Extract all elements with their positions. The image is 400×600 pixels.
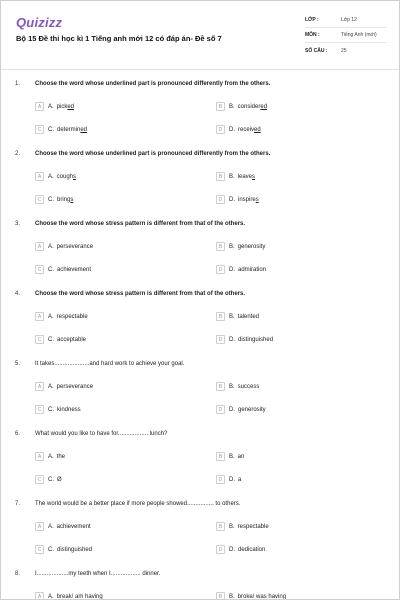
option-text (57, 384, 93, 390)
quizizz-logo: Quizizz (16, 15, 63, 30)
option-letter-box[interactable]: D (216, 475, 225, 484)
option-text (238, 267, 266, 273)
meta-row-class (305, 13, 387, 28)
option-text-main: success (237, 383, 260, 390)
option-letter-box[interactable]: A (35, 172, 44, 181)
option-text-main: consider (237, 103, 261, 110)
option-letter-box[interactable]: C (35, 405, 44, 414)
meta-row-subject (305, 28, 387, 43)
question-text: Choose the word whose underlined part is pronounced differently from the others. (35, 151, 271, 157)
question-text: I...................my teeth when I.................. dinner. (35, 571, 161, 577)
option-letter: D. (229, 406, 235, 413)
answer-option-b[interactable] (216, 101, 267, 112)
answer-option-b[interactable] (216, 311, 259, 322)
option-text-main: the (56, 453, 66, 460)
option-text (238, 337, 273, 343)
option-letter: D. (229, 336, 235, 343)
option-text (238, 524, 269, 530)
option-letter-box[interactable]: D (216, 125, 225, 134)
question-number: 1. (15, 81, 21, 87)
option-letter: A. (48, 243, 54, 250)
question-text: Choose the word whose stress pattern is different from that of the others. (35, 221, 246, 227)
option-letter-box[interactable]: C (35, 195, 44, 204)
option-letter: B. (229, 243, 235, 250)
question-text: Choose the word whose stress pattern is different from that of the others. (35, 291, 246, 297)
option-text-main: respectable (56, 313, 88, 320)
option-letter: C. (48, 336, 54, 343)
option-letter: C. (48, 546, 54, 553)
question-item (1, 361, 400, 431)
option-underlined-part: ed (260, 103, 268, 110)
option-letter: A. (48, 523, 54, 530)
option-text-main: Ø (57, 476, 62, 483)
answer-option-c[interactable] (35, 334, 86, 345)
option-text (57, 244, 93, 250)
option-text-main: receiv (238, 126, 255, 133)
option-letter-box[interactable]: B (216, 312, 225, 321)
option-letter-box[interactable]: B (216, 592, 225, 600)
option-text-main: break/ am having (56, 593, 103, 600)
answer-option-b[interactable] (216, 171, 255, 182)
answer-option-c[interactable] (35, 544, 92, 555)
option-underlined-part: ed (67, 103, 75, 110)
answer-option-b[interactable] (216, 241, 265, 252)
option-letter: B. (229, 103, 235, 110)
option-text-main: broke/ was having (237, 593, 287, 600)
option-letter-box[interactable]: B (216, 452, 225, 461)
option-letter: D. (229, 196, 235, 203)
option-letter-box[interactable]: B (216, 522, 225, 531)
option-text-main: determin (57, 126, 81, 133)
answer-option-b[interactable] (216, 591, 286, 600)
option-letter-box[interactable]: C (35, 545, 44, 554)
answer-option-c[interactable] (35, 264, 91, 275)
option-text (57, 407, 81, 413)
option-text (57, 174, 76, 180)
option-text (57, 127, 87, 133)
option-letter: B. (229, 313, 235, 320)
option-letter: B. (229, 523, 235, 530)
answer-option-b[interactable] (216, 451, 244, 462)
header-divider (1, 69, 400, 70)
option-text (238, 314, 259, 320)
option-text (238, 477, 241, 483)
meta-value: Tiếng Anh (mới) (341, 32, 377, 38)
option-letter-box[interactable]: A (35, 452, 44, 461)
option-underlined-part: ed (254, 126, 261, 133)
option-text-main: cough (56, 173, 74, 180)
option-text (238, 127, 261, 133)
option-text (238, 547, 265, 553)
question-text: What would you like to have for.................. lunch? (35, 431, 168, 437)
option-letter: B. (229, 383, 235, 390)
option-letter-box[interactable]: D (216, 335, 225, 344)
option-text (238, 197, 259, 203)
option-text-main: bring (57, 196, 71, 203)
option-text (238, 174, 255, 180)
option-text (57, 314, 88, 320)
option-letter-box[interactable]: A (35, 242, 44, 251)
option-letter: C. (48, 406, 54, 413)
answer-option-a[interactable] (35, 171, 76, 182)
answer-option-d[interactable] (216, 334, 273, 345)
option-text-main: talented (237, 313, 260, 320)
option-letter-box[interactable]: A (35, 312, 44, 321)
option-underlined-part: s (70, 196, 74, 203)
option-text (57, 524, 91, 530)
option-text-main: perseverance (56, 383, 94, 390)
option-text-main: pick (56, 103, 68, 110)
question-text: Choose the word whose underlined part is pronounced differently from the others. (35, 81, 271, 87)
option-letter: C. (48, 266, 54, 273)
question-text: It takes.....................and hard work to achieve your goal. (35, 361, 185, 367)
option-letter: B. (229, 593, 235, 600)
question-number: 4. (15, 291, 21, 297)
answer-option-b[interactable] (216, 521, 269, 532)
answer-option-d[interactable] (216, 194, 259, 205)
question-item (1, 431, 400, 501)
option-text (238, 594, 286, 600)
answer-option-a[interactable] (35, 451, 65, 462)
option-text-main: dedication (238, 546, 266, 553)
option-text-main: generosity (238, 406, 266, 413)
option-letter-box[interactable]: B (216, 172, 225, 181)
answer-option-d[interactable] (216, 544, 265, 555)
option-text (238, 407, 266, 413)
answer-option-c[interactable] (35, 404, 81, 415)
option-letter-box[interactable]: B (216, 382, 225, 391)
option-letter-box[interactable]: C (35, 125, 44, 134)
option-text-main: generosity (237, 243, 266, 250)
option-letter-box[interactable]: C (35, 335, 44, 344)
option-letter-box[interactable]: D (216, 265, 225, 274)
question-number: 3. (15, 221, 21, 227)
question-item (1, 291, 400, 361)
option-letter: D. (229, 126, 235, 133)
answer-option-a[interactable] (35, 101, 74, 112)
option-letter: A. (48, 593, 54, 600)
option-text-main: leave (237, 173, 253, 180)
option-underlined-part: s (252, 173, 256, 180)
meta-key: SỐ CÂU : (305, 47, 328, 54)
option-letter-box[interactable]: B (216, 242, 225, 251)
option-text (238, 244, 266, 250)
option-letter: D. (229, 476, 235, 483)
option-underlined-part: ed (80, 126, 88, 133)
option-letter: C. (48, 196, 54, 203)
option-letter: B. (229, 173, 235, 180)
option-letter: B. (229, 453, 235, 460)
answer-option-d[interactable] (216, 264, 266, 275)
option-text (57, 267, 91, 273)
option-letter-box[interactable]: A (35, 522, 44, 531)
option-text (57, 477, 62, 483)
answer-option-a[interactable] (35, 591, 103, 600)
option-letter-box[interactable]: D (216, 195, 225, 204)
meta-value: Lớp 12 (341, 17, 357, 23)
option-text-main: achievement (57, 266, 92, 273)
option-letter-box[interactable]: A (35, 592, 44, 600)
answer-option-a[interactable] (35, 311, 88, 322)
answer-option-c[interactable] (35, 124, 87, 135)
option-text (57, 197, 73, 203)
question-item (1, 501, 400, 571)
option-text-main: perseverance (56, 243, 94, 250)
option-letter-box[interactable]: D (216, 405, 225, 414)
option-text (57, 454, 65, 460)
option-letter-box[interactable]: A (35, 382, 44, 391)
question-item (1, 81, 400, 151)
option-letter-box[interactable]: C (35, 265, 44, 274)
option-letter-box[interactable]: C (35, 475, 44, 484)
answer-option-c[interactable] (35, 474, 62, 485)
question-number: 8. (15, 571, 21, 577)
option-letter-box[interactable]: D (216, 545, 225, 554)
option-text-main: admiration (238, 266, 267, 273)
option-text-main: kindness (57, 406, 81, 413)
option-text-main: distinguished (57, 546, 93, 553)
option-text (57, 104, 74, 110)
option-letter: A. (48, 383, 54, 390)
option-text-main: achievement (56, 523, 91, 530)
option-text (238, 454, 245, 460)
option-text-main: a (238, 476, 242, 483)
option-text-main: distinguished (238, 336, 274, 343)
option-text (57, 594, 103, 600)
question-text: The world would be a better place if more people showed................ to others. (35, 501, 241, 507)
meta-key: MÔN : (305, 32, 320, 38)
meta-table (305, 13, 387, 58)
option-letter: A. (48, 173, 54, 180)
page-title: Bộ 15 Đề thi học kì 1 Tiếng anh mới 12 có đáp án- Đề số 7 (16, 34, 222, 43)
option-letter: D. (229, 546, 235, 553)
answer-option-d[interactable] (216, 404, 266, 415)
answer-option-a[interactable] (35, 241, 93, 252)
meta-value: 25 (341, 47, 347, 54)
answer-option-c[interactable] (35, 194, 73, 205)
option-text-main: an (237, 453, 245, 460)
option-underlined-part: s (255, 196, 259, 203)
option-underlined-part: s (73, 173, 77, 180)
option-letter-box[interactable]: A (35, 102, 44, 111)
question-number: 5. (15, 361, 21, 367)
meta-key: LỚP : (305, 17, 319, 23)
option-text-main: acceptable (57, 336, 87, 343)
answer-option-d[interactable] (216, 474, 241, 485)
option-text (57, 337, 86, 343)
option-letter: C. (48, 126, 54, 133)
option-letter: C. (48, 476, 54, 483)
answer-option-b[interactable] (216, 381, 259, 392)
question-number: 7. (15, 501, 21, 507)
option-letter-box[interactable]: B (216, 102, 225, 111)
option-letter: A. (48, 103, 54, 110)
answer-option-a[interactable] (35, 381, 93, 392)
meta-row-count (305, 43, 387, 58)
option-text-main: inspire (238, 196, 256, 203)
option-text (238, 104, 267, 110)
question-item (1, 221, 400, 291)
option-letter: A. (48, 453, 54, 460)
question-item (1, 151, 400, 221)
option-letter: A. (48, 313, 54, 320)
option-text (57, 547, 92, 553)
option-text (238, 384, 260, 390)
option-letter: D. (229, 266, 235, 273)
question-number: 2. (15, 151, 21, 157)
question-number: 6. (15, 431, 21, 437)
answer-option-d[interactable] (216, 124, 261, 135)
answer-option-a[interactable] (35, 521, 91, 532)
option-text-main: respectable (237, 523, 269, 530)
question-item (1, 571, 400, 600)
